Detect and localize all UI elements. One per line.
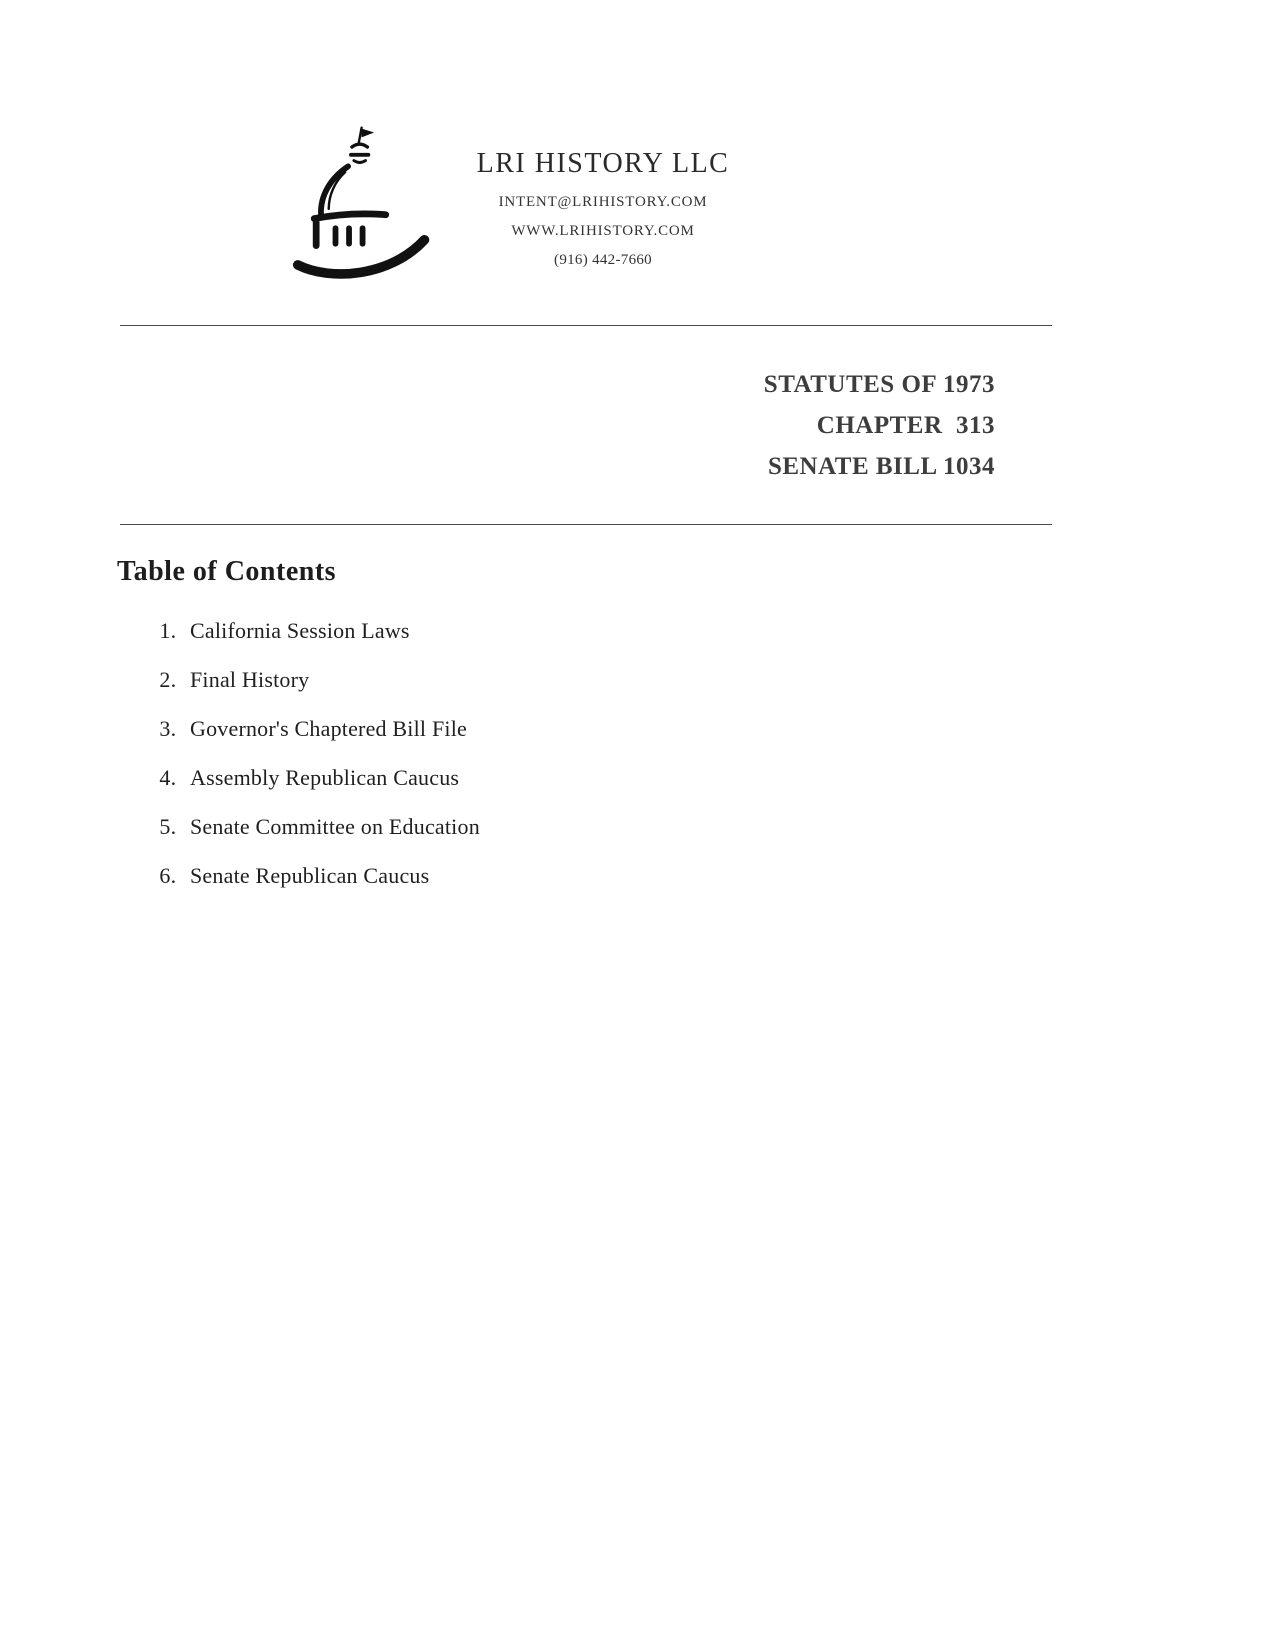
company-email: INTENT@LRIHISTORY.COM xyxy=(498,194,708,210)
letterhead xyxy=(455,148,751,269)
toc-list xyxy=(140,618,480,912)
senate-bill-line: SENATE BILL 1034 xyxy=(767,453,995,480)
chapter-line: CHAPTER 313 xyxy=(816,412,995,439)
company-name: LRI HISTORY LLC xyxy=(476,148,730,179)
toc-heading: Table of Contents xyxy=(117,556,337,587)
capitol-dome-logo-icon xyxy=(292,122,437,290)
toc-item-4: 4. Assembly Republican Caucus xyxy=(182,765,480,791)
toc-item-6: 6. Senate Republican Caucus xyxy=(182,863,480,889)
toc-item-3: 3. Governor's Chaptered Bill File xyxy=(182,716,480,742)
divider-top xyxy=(120,325,1052,326)
statute-title-block xyxy=(764,364,995,487)
divider-bottom xyxy=(120,524,1052,525)
toc-item-1: 1. California Session Laws xyxy=(182,618,480,644)
company-phone: (916) 442-7660 xyxy=(554,252,652,268)
statutes-year-line: STATUTES OF 1973 xyxy=(763,371,995,398)
toc-item-2: 2. Final History xyxy=(182,667,480,693)
toc-item-5: 5. Senate Committee on Education xyxy=(182,814,480,840)
company-website: WWW.LRIHISTORY.COM xyxy=(511,223,695,239)
